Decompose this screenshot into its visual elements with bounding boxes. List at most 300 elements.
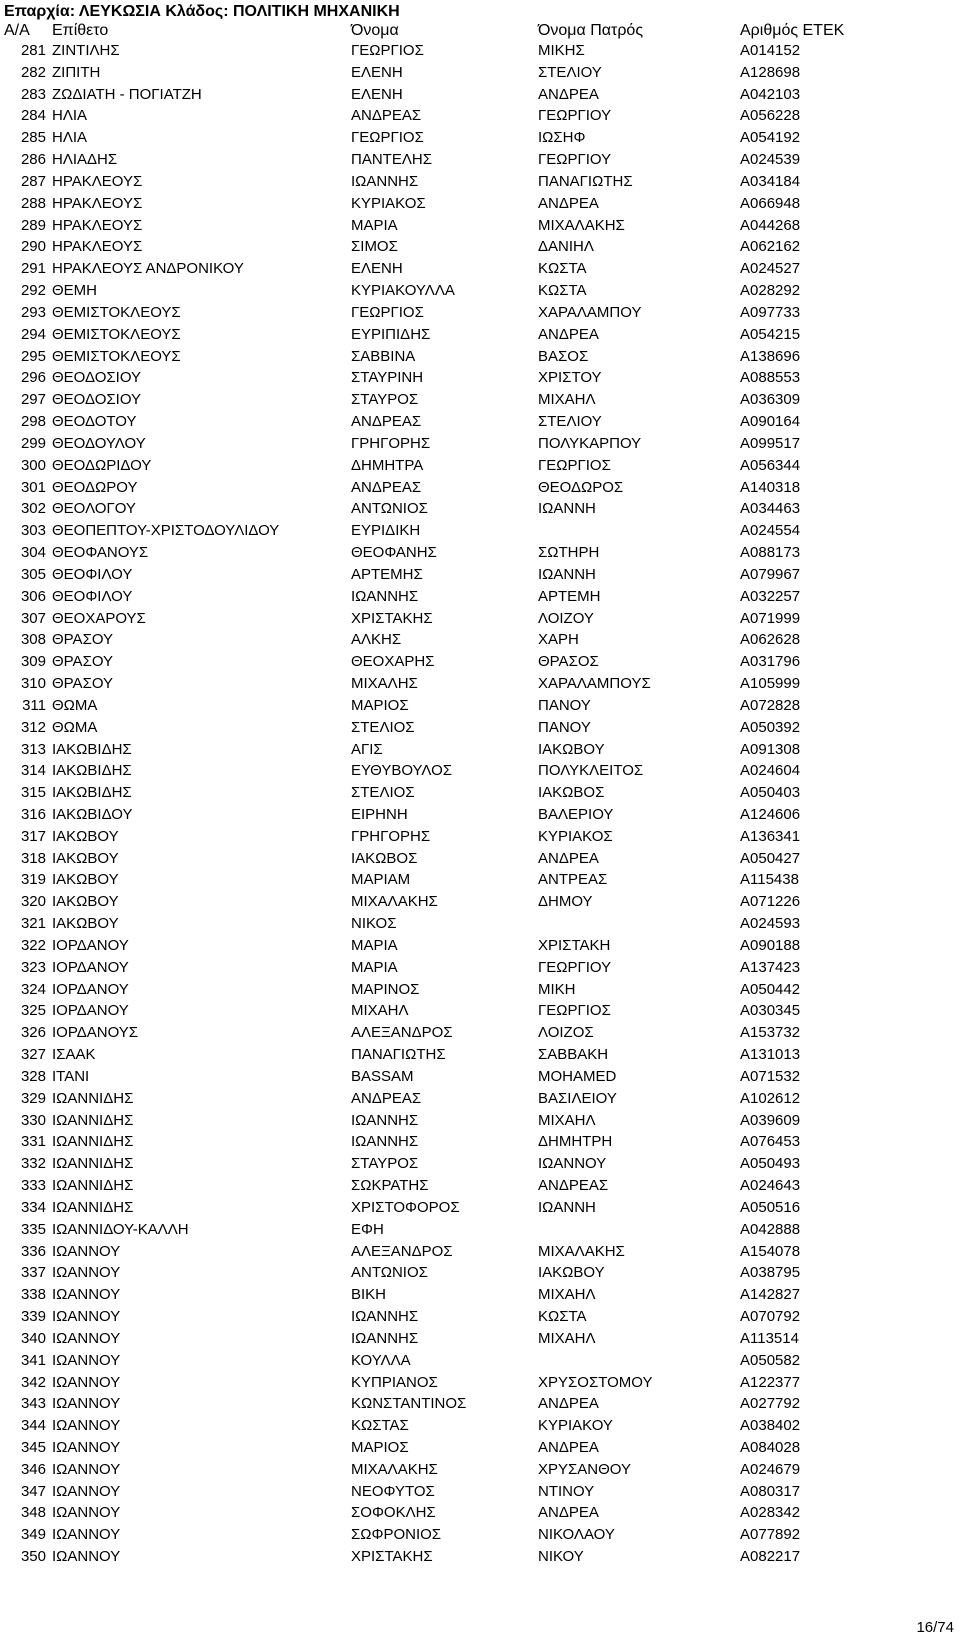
father-name: ΜΙΧΑΗΛ [538,1286,596,1304]
father-name: ΒΑΣΙΛΕΙΟΥ [538,1089,617,1107]
first-name: ΝΙΚΟΣ [351,915,397,933]
surname: ΙΟΡΔΑΝΟΥ [52,1002,129,1020]
surname: ΖΙΠΙΤΗ [52,63,101,81]
row-number: 330 [20,1111,46,1129]
table-row [0,1044,960,1066]
father-name: ΔΗΜΟΥ [538,893,593,911]
first-name: ΕΛΕΝΗ [351,63,403,81]
first-name: ΒΙΚΗ [351,1286,387,1304]
etek-number: Α077892 [740,1526,801,1544]
surname: ΘΩΜΑ [52,718,98,736]
etek-number: Α091308 [740,740,801,758]
surname: ΘΕΟΦΙΛΟΥ [52,587,133,605]
etek-number: Α050427 [740,849,801,867]
first-name: ΜΑΡΙΝΟΣ [351,980,420,998]
surname: ΗΡΑΚΛΕΟΥΣ [52,238,143,256]
document-title: Επαρχία: ΛΕΥΚΩΣΙΑ Κλάδος: ΠΟΛΙΤΙΚΗ ΜΗΧΑΝΙΚΗ [4,3,400,20]
table-row [0,1153,960,1175]
etek-number: Α079967 [740,565,801,583]
row-number: 313 [20,740,46,758]
table-row [0,520,960,542]
father-name: ΧΡΙΣΤΑΚΗ [538,936,611,954]
etek-number: Α113514 [740,1329,799,1347]
first-name: ΧΡΙΣΤΑΚΗΣ [351,609,433,627]
table-row [0,1437,960,1459]
table-row [0,804,960,826]
father-name: MOHAMED [538,1067,617,1085]
father-name: ΣΩΤΗΡΗ [538,544,600,562]
surname: ΙΑΚΩΒΙΔΟΥ [52,805,133,823]
row-number: 346 [20,1460,46,1478]
etek-number: Α071999 [740,609,801,627]
row-number: 323 [20,958,46,976]
etek-number: Α034184 [740,172,801,190]
row-number: 316 [20,805,46,823]
table-row [0,717,960,739]
row-number: 296 [20,369,46,387]
etek-number: Α030345 [740,1002,801,1020]
table-row [0,127,960,149]
surname: ΘΕΟΔΟΤΟΥ [52,413,137,431]
table-row [0,1262,960,1284]
table-row [0,1241,960,1263]
table-row [0,739,960,761]
first-name: ΑΝΤΩΝΙΟΣ [351,1264,428,1282]
first-name: ΑΝΔΡΕΑΣ [351,478,422,496]
row-number: 306 [20,587,46,605]
etek-number: Α014152 [740,42,801,59]
page-indicator: 16/74 [916,1619,954,1636]
table-row [0,957,960,979]
first-name: ΜΑΡΙΑΜ [351,871,411,889]
first-name: ΣΤΑΥΡΙΝΗ [351,369,424,387]
etek-number: Α122377 [740,1373,801,1391]
etek-number: Α138696 [740,347,801,365]
first-name: ΜΑΡΙΟΣ [351,696,409,714]
first-name: ΓΡΗΓΟΡΗΣ [351,434,431,452]
row-number: 314 [20,762,46,780]
etek-number: Α050403 [740,784,801,802]
surname: ΘΕΟΔΟΣΙΟΥ [52,369,142,387]
table-row [0,673,960,695]
table-row [0,913,960,935]
first-name: ΣΩΦΡΟΝΙΟΣ [351,1526,442,1544]
surname: ΙΑΚΩΒΙΔΗΣ [52,784,132,802]
surname: ΗΡΑΚΛΕΟΥΣ [52,172,143,190]
row-number: 347 [20,1482,46,1500]
surname: ΙΩΑΝΝΟΥ [52,1308,121,1326]
etek-number: Α054192 [740,129,801,147]
father-name: ΔΑΝΙΗΛ [538,238,594,256]
first-name: ΣΟΦΟΚΛΗΣ [351,1504,436,1522]
surname: ΘΕΟΔΟΣΙΟΥ [52,391,142,409]
surname: ΘΕΟΔΟΥΛΟΥ [52,434,146,452]
first-name: ΓΕΩΡΓΙΟΣ [351,42,424,59]
father-name: ΛΟΙΖΟΣ [538,1024,594,1042]
header-father-name: Όνομα Πατρός [538,22,644,39]
surname: ΙΣΑΑΚ [52,1046,96,1064]
etek-number: Α024539 [740,151,801,169]
father-name: ΠΑΝΟΥ [538,696,591,714]
etek-number: Α044268 [740,216,801,234]
table-row [0,367,960,389]
table-row [0,389,960,411]
father-name: ΜΙΧΑΗΛ [538,1111,596,1129]
table-row [0,1415,960,1437]
row-number: 339 [20,1308,46,1326]
etek-number: Α028342 [740,1504,801,1522]
etek-number: Α024593 [740,915,801,933]
table-row [0,411,960,433]
row-number: 322 [20,936,46,954]
surname: ΗΛΙΑ [52,129,88,147]
father-name: ΜΙΚΗΣ [538,42,585,59]
etek-number: Α054215 [740,325,801,343]
table-row [0,1088,960,1110]
etek-number: Α028292 [740,282,801,300]
first-name: ΓΕΩΡΓΙΟΣ [351,303,424,321]
father-name: ΠΟΛΥΚΛΕΙΤΟΣ [538,762,644,780]
father-name: ΜΙΧΑΗΛ [538,391,596,409]
first-name: ΑΛΕΞΑΝΔΡΟΣ [351,1024,453,1042]
surname: ΗΛΙΑΔΗΣ [52,151,118,169]
row-number: 288 [20,194,46,212]
etek-number: Α024554 [740,522,801,540]
father-name: ΚΥΡΙΑΚΟΥ [538,1417,613,1435]
row-number: 285 [20,129,46,147]
row-number: 335 [20,1220,46,1238]
etek-number: Α080317 [740,1482,801,1500]
row-number: 293 [20,303,46,321]
surname: ΘΡΑΣΟΥ [52,653,114,671]
father-name: ΚΩΣΤΑ [538,1308,587,1326]
surname: ΙΑΚΩΒΟΥ [52,849,119,867]
first-name: ΕΛΕΝΗ [351,260,403,278]
first-name: ΠΑΝΑΓΙΩΤΗΣ [351,1046,446,1064]
table-row [0,1066,960,1088]
first-name: ΝΕΟΦΥΤΟΣ [351,1482,435,1500]
surname: ΘΕΟΧΑΡΟΥΣ [52,609,146,627]
row-number: 325 [20,1002,46,1020]
row-number: 350 [20,1548,46,1566]
table-row [0,1350,960,1372]
table-row [0,1481,960,1503]
surname: ΙΑΚΩΒΟΥ [52,915,119,933]
father-name: ΑΝΔΡΕΑ [538,1504,599,1522]
first-name: ΑΓΙΣ [351,740,383,758]
surname: ΘΕΟΔΩΡΙΔΟΥ [52,456,152,474]
surname: ΘΡΑΣΟΥ [52,631,114,649]
row-number: 312 [20,718,46,736]
row-number: 301 [20,478,46,496]
table-row [0,193,960,215]
first-name: ΣΑΒΒΙΝΑ [351,347,416,365]
table-row [0,215,960,237]
table-row [0,302,960,324]
table-row [0,346,960,368]
row-number: 348 [20,1504,46,1522]
etek-number: Α082217 [740,1548,801,1566]
table-row [0,236,960,258]
row-number: 328 [20,1067,46,1085]
father-name: ΚΩΣΤΑ [538,260,587,278]
first-name: ΜΙΧΑΗΛ [351,1002,409,1020]
etek-number: Α024679 [740,1460,801,1478]
etek-number: Α024643 [740,1177,801,1195]
first-name: ΜΙΧΑΛΑΚΗΣ [351,893,438,911]
etek-number: Α039609 [740,1111,801,1129]
etek-number: Α062628 [740,631,801,649]
row-number: 331 [20,1133,46,1151]
etek-number: Α136341 [740,827,801,845]
row-number: 286 [20,151,46,169]
father-name: ΑΝΔΡΕΑ [538,325,599,343]
father-name: ΣΤΕΛΙΟΥ [538,63,602,81]
first-name: ΕΥΡΙΠΙΔΗΣ [351,325,431,343]
etek-number: Α038402 [740,1417,801,1435]
father-name: ΑΝΔΡΕΑ [538,849,599,867]
row-number: 310 [20,675,46,693]
surname: ΘΡΑΣΟΥ [52,675,114,693]
table-row [0,455,960,477]
father-name: ΧΡΙΣΤΟΥ [538,369,602,387]
table-row [0,1546,960,1568]
first-name: ΚΩΝΣΤΑΝΤΙΝΟΣ [351,1395,467,1413]
father-name: ΑΝΔΡΕΑ [538,1439,599,1456]
etek-number: Α042103 [740,85,801,103]
father-name: ΙΑΚΩΒΟΥ [538,1264,605,1282]
table-row [0,40,960,62]
father-name: ΝΙΚΟΛΑΟΥ [538,1526,615,1544]
etek-number: Α027792 [740,1395,801,1413]
father-name: ΠΟΛΥΚΑΡΠΟΥ [538,434,642,452]
row-number: 304 [20,544,46,562]
first-name: ΙΩΑΝΝΗΣ [351,172,419,190]
row-number: 281 [20,42,46,59]
first-name: ΑΝΔΡΕΑΣ [351,1089,422,1107]
etek-number: Α154078 [740,1242,801,1260]
surname: ΙΩΑΝΝΟΥ [52,1329,121,1347]
etek-number: Α140318 [740,478,801,496]
table-row [0,826,960,848]
first-name: ΑΛΕΞΑΝΔΡΟΣ [351,1242,453,1260]
surname: ΙΩΑΝΝΙΔΗΣ [52,1155,134,1173]
first-name: ΕΙΡΗΝΗ [351,805,408,823]
row-number: 321 [20,915,46,933]
first-name: ΙΩΑΝΝΗΣ [351,587,419,605]
table-row [0,105,960,127]
row-number: 343 [20,1395,46,1413]
surname: ΗΡΑΚΛΕΟΥΣ [52,194,143,212]
row-number: 295 [20,347,46,365]
table-row [0,760,960,782]
father-name: ΧΡΥΣΑΝΘΟΥ [538,1460,631,1478]
father-name: ΔΗΜΗΤΡΗ [538,1133,613,1151]
row-number: 342 [20,1373,46,1391]
table-row [0,629,960,651]
first-name: ΑΝΔΡΕΑΣ [351,107,422,125]
row-number: 300 [20,456,46,474]
row-number: 334 [20,1198,46,1216]
father-name: ΧΑΡΑΛΑΜΠΟΥΣ [538,675,651,693]
etek-number: Α090188 [740,936,801,954]
first-name: ΣΤΕΛΙΟΣ [351,784,415,802]
first-name: ΙΩΑΝΝΗΣ [351,1111,419,1129]
row-number: 326 [20,1024,46,1042]
first-name: ΑΛΚΗΣ [351,631,402,649]
surname: ΘΕΜΙΣΤΟΚΛΕΟΥΣ [52,325,181,343]
row-number: 333 [20,1177,46,1195]
etek-number: Α071532 [740,1067,801,1085]
row-number: 305 [20,565,46,583]
etek-number: Α038795 [740,1264,801,1282]
etek-number: Α128698 [740,63,801,81]
row-number: 311 [22,696,46,714]
first-name: ΜΙΧΑΛΑΚΗΣ [351,1460,438,1478]
row-number: 282 [20,63,46,81]
etek-number: Α153732 [740,1024,801,1042]
table-row [0,1502,960,1524]
father-name: ΙΩΑΝΝΗ [538,1198,596,1216]
table-row [0,171,960,193]
father-name: ΜΙΧΑΛΑΚΗΣ [538,216,625,234]
first-name: ΚΥΠΡΙΑΝΟΣ [351,1373,438,1391]
surname: ΙΟΡΔΑΝΟΥ [52,936,129,954]
etek-number: Α050392 [740,718,801,736]
father-name: ΙΑΚΩΒΟΥ [538,740,605,758]
surname: ΙΑΚΩΒΟΥ [52,827,119,845]
row-number: 303 [20,522,46,540]
table-row [0,935,960,957]
surname: ΙΩΑΝΝΟΥ [52,1351,121,1369]
surname: ΖΩΔΙΑΤΗ - ΠΟΓΙΑΤΖΗ [52,85,202,103]
row-number: 289 [20,216,46,234]
father-name: ΑΝΔΡΕΑ [538,85,599,103]
table-row [0,1022,960,1044]
father-name: ΙΩΑΝΝΗ [538,565,596,583]
row-number: 341 [20,1351,46,1369]
row-number: 336 [20,1242,46,1260]
first-name: ΔΗΜΗΤΡΑ [351,456,424,474]
surname: ΙΩΑΝΝΟΥ [52,1482,121,1500]
row-number: 297 [20,391,46,409]
etek-number: Α124606 [740,805,801,823]
etek-number: Α024527 [740,260,801,278]
table-row [0,258,960,280]
table-row [0,891,960,913]
etek-number: Α050493 [740,1155,801,1173]
surname: ΙΩΑΝΝΙΔΟΥ-ΚΑΛΛΗ [52,1220,189,1238]
surname: ΘΕΟΦΑΝΟΥΣ [52,544,149,562]
table-row [0,608,960,630]
surname: ΙΑΚΩΒΟΥ [52,893,119,911]
etek-number: Α076453 [740,1133,801,1151]
first-name: ΜΑΡΙΑ [351,936,398,954]
father-name: ΣΑΒΒΑΚΗ [538,1046,609,1064]
row-number: 308 [20,631,46,649]
father-name: ΑΝΔΡΕΑΣ [538,1177,609,1195]
table-row [0,1219,960,1241]
father-name: ΠΑΝΑΓΙΩΤΗΣ [538,172,633,190]
etek-number: Α031796 [740,653,801,671]
first-name: ΕΛΕΝΗ [351,85,403,103]
surname: ΘΕΟΔΩΡΟΥ [52,478,138,496]
etek-number: Α036309 [740,391,801,409]
father-name: ΝΙΚΟΥ [538,1548,584,1566]
table-row [0,1524,960,1546]
table-row [0,498,960,520]
row-number: 319 [20,871,46,889]
father-name: ΜΙΚΗ [538,980,576,998]
table-row [0,564,960,586]
surname: ΘΕΟΠΕΠΤΟΥ-ΧΡΙΣΤΟΔΟΥΛΙΔΟΥ [52,522,280,540]
etek-number: Α032257 [740,587,801,605]
father-name: ΜΙΧΑΛΑΚΗΣ [538,1242,625,1260]
row-number: 315 [20,784,46,802]
table-row [0,848,960,870]
table-row [0,1372,960,1394]
father-name: ΙΩΑΝΝΟΥ [538,1155,607,1173]
father-name: ΧΑΡΗ [538,631,579,649]
header-number: Α/Α [4,22,30,39]
surname: ΙΟΡΔΑΝΟΥ [52,980,129,998]
table-row [0,280,960,302]
surname: ΗΡΑΚΛΕΟΥΣ [52,216,143,234]
table-row [0,1284,960,1306]
etek-number: Α131013 [740,1046,801,1064]
etek-number: Α137423 [740,958,801,976]
etek-number: Α066948 [740,194,801,212]
first-name: ΘΕΟΧΑΡΗΣ [351,653,435,671]
father-name: ΘΡΑΣΟΣ [538,653,599,671]
father-name: ΘΕΟΔΩΡΟΣ [538,478,624,496]
father-name: ΑΝΤΡΕΑΣ [538,871,608,889]
surname: ΙΑΚΩΒΟΥ [52,871,119,889]
row-number: 340 [20,1329,46,1347]
surname: ΘΩΜΑ [52,696,98,714]
first-name: ΙΩΑΝΝΗΣ [351,1329,419,1347]
row-number: 327 [20,1046,46,1064]
surname: ΙΑΚΩΒΙΔΗΣ [52,762,132,780]
row-number: 309 [20,653,46,671]
etek-number: Α072828 [740,696,801,714]
first-name: ΑΡΤΕΜΗΣ [351,565,423,583]
etek-number: Α034463 [740,500,801,518]
etek-number: Α142827 [740,1286,801,1304]
first-name: ΙΩΑΝΝΗΣ [351,1133,419,1151]
father-name: ΒΑΛΕΡΙΟΥ [538,805,614,823]
table-row [0,1197,960,1219]
table-row [0,1110,960,1132]
table-header [0,21,960,40]
etek-number: Α042888 [740,1220,801,1238]
etek-number: Α062162 [740,238,801,256]
row-number: 324 [20,980,46,998]
etek-number: Α088553 [740,369,801,387]
first-name: ΚΩΣΤΑΣ [351,1417,409,1435]
etek-number: Α097733 [740,303,801,321]
surname: ΙΩΑΝΝΟΥ [52,1373,121,1391]
table-row [0,979,960,1001]
etek-number: Α050516 [740,1198,801,1216]
father-name: ΙΩΣΗΦ [538,129,586,147]
father-name: ΠΑΝΟΥ [538,718,591,736]
surname: ΙΟΡΔΑΝΟΥΣ [52,1024,139,1042]
surname: ΗΡΑΚΛΕΟΥΣ ΑΝΔΡΟΝΙΚΟΥ [52,260,244,278]
row-number: 292 [20,282,46,300]
row-number: 349 [20,1526,46,1544]
row-number: 317 [20,827,46,845]
